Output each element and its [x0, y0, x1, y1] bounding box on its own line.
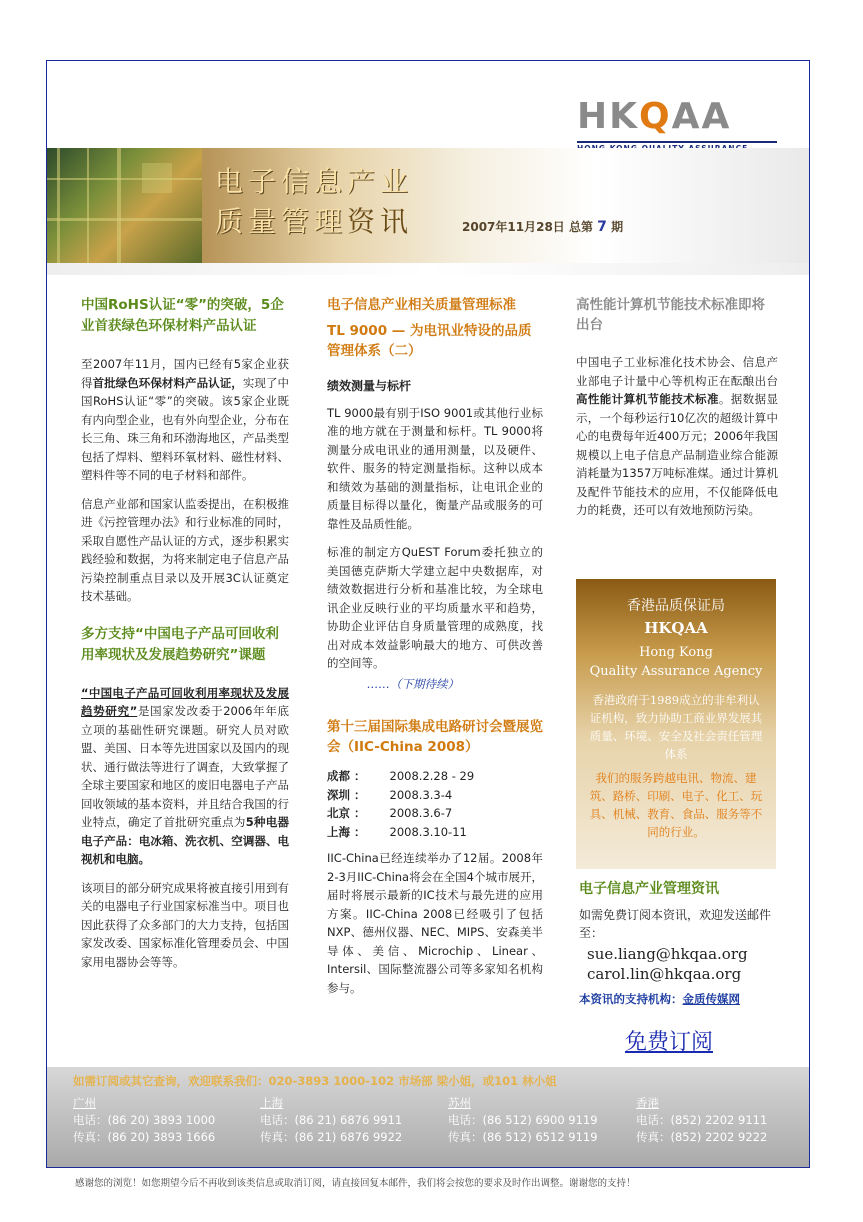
article-rohs-paragraph-2: 信息产业部和国家认监委提出，在积极推进《污控管理办法》和行业标准的同时，采取自愿性产品认证的方式，逐步积累实践经验和数据，为将来制定电子信息产品污染控制重点目录以及开展3C认证奠定技术基础。	[81, 496, 289, 603]
article-recycling-paragraph-2: 该项目的部分研究成果将被直接引用到有关的电器电子行业国家标准当中。项目也因此获得了众多部门的大力支持，包括国家发改委、国家标准化管理委员会、中国家用电器协会等等。	[81, 880, 289, 969]
agency-name-en-2: Quality Assurance Agency	[589, 664, 763, 679]
article-subheading-tl9000: TL 9000 — 为电讯业特设的品质管理体系（二）	[327, 323, 532, 359]
schedule-city: 成都 ：	[327, 769, 366, 783]
schedule-date: 2008.3.6-7	[389, 806, 453, 820]
office-suzhou: 苏州 电话：(86 512) 6900 9119 传真：(86 512) 6512 9119	[448, 1096, 598, 1144]
schedule-date: 2008.3.10-11	[389, 824, 467, 839]
column-left	[81, 295, 289, 981]
subscribe-section	[579, 879, 779, 1008]
article-hpc-paragraph: 中国电子工业标准化技术协会、信息产业部电子计量中心等机构正在酝酿出台高性能计算机节能技术标准。据数据显示，一个每秒运行10亿次的超级计算中心的电费每年近400万元；2006年我国规模以上电子信息产品制造业综合能源消耗量为1357万吨标准煤。通过计算机及配件节能技术的应用，不仅能降低电力的耗费，还可以有效地预防污染。	[576, 355, 778, 517]
office-guangzhou: 广州 电话：(86 20) 3893 1000 传真：(86 20) 3893 1666	[73, 1096, 216, 1144]
column-middle	[327, 295, 543, 1007]
schedule-row	[327, 823, 484, 842]
agency-description: 香港政府于1989成立的非牟利认证机构，致力协助工商业界发展其质量、环境、安全及社会责任管理体系	[589, 693, 763, 761]
agency-abbr: HKQAA	[644, 619, 708, 637]
subscribe-text: 如需免费订阅本资讯，欢迎发送邮件至：	[579, 908, 772, 940]
schedule-row	[327, 804, 484, 823]
column-right	[576, 295, 778, 530]
article-rohs-paragraph-1: 至2007年11月，国内已经有5家企业获得首批绿色环保材料产品认证，实现了中国RoHS认证“零”的突破。该5家企业既有内向型企业，也有外向型企业，分布在长三角、珠三角和环渤海地区，产品类型包括了焊料、塑料环氧材料、磁性材料、塑料件等不同的电子材料和部件。	[81, 357, 290, 482]
article-heading-iic: 第十三届国际集成电路研讨会暨展览会（IIC-China 2008）	[327, 719, 543, 755]
circuit-board-image	[47, 148, 202, 263]
article-heading-hpc: 高性能计算机节能技术标准即将出台	[576, 297, 765, 333]
divider-band	[47, 263, 810, 275]
schedule-date: 2008.2.28 - 29	[389, 769, 475, 783]
unsubscribe-note: 感谢您的浏览！如您期望今后不再收到该类信息或取消订阅，请直接回复本邮件，我们将会按您的要求及时作出调整。谢谢您的支持！	[75, 1178, 636, 1189]
schedule-city: 北京 ：	[327, 806, 366, 820]
newsletter-frame	[46, 60, 810, 1168]
newsletter-title: 电子信息产业 质量管理资讯	[215, 165, 414, 238]
free-subscribe-link[interactable]: 免费订阅	[625, 1030, 714, 1055]
to-be-continued: ……（下期待续）	[367, 676, 459, 691]
support-org-link[interactable]: 金质传媒网	[682, 992, 740, 1006]
article-recycling-paragraph-1: “中国电子产品可回收利用率现状及发展趋势研究”是国家发改委于2006年年底立项的基础性研究课题。研究人员对欧盟、美国、日本等先进国家以及国内的现状、通行做法等进行了调查，大致掌握了全球主要国家和地区的废旧电器电子产品回收领域的基本资料，并且结合我国的行业特点，确定了首批研究重点为5种电器电子产品：电冰箱、洗衣机、空调器、电视机和电脑。	[81, 685, 290, 866]
issue-info: 2007年11月28日 总第 7 期	[462, 219, 624, 235]
schedule-row	[327, 767, 484, 786]
support-org: 本资讯的支持机构：金质传媒网	[579, 992, 740, 1006]
office-hongkong: 香港 电话：(852) 2202 9111 传真：(852) 2202 9222	[636, 1096, 768, 1144]
article-tl9000-paragraph-1: TL 9000最有别于ISO 9001或其他行业标准的地方就在于测量和标杆。TL 9000将测量分成电讯业的通用测量，以及硬件、软件、服务的特定测量指标。这种以成本和绩效为基础的测量指标，让电讯企业的质量目标得以量化，衡量产品或服务的可靠性及品质性能。	[327, 405, 543, 531]
agency-info-box	[576, 579, 776, 869]
article-heading-rohs: 中国RoHS认证“零”的突破，5企业首获绿色环保材料产品认证	[81, 297, 284, 334]
contact-line: 如需订阅或其它查询，欢迎联系我们：020-3893 1000-102 市场部 梁小姐，或101 林小姐	[73, 1074, 557, 1088]
agency-name-cn: 香港品质保证局	[627, 598, 725, 614]
section-subtitle: 绩效测量与标杆	[327, 379, 412, 393]
schedule-city: 深圳 ：	[327, 787, 366, 802]
office-shanghai: 上海 电话：(86 21) 6876 9911 传真：(86 21) 6876 9922	[260, 1096, 403, 1144]
hkqaa-logo: HKQAA	[577, 96, 732, 137]
email-link-1[interactable]: sue.liang@hkqaa.org	[587, 945, 748, 963]
schedule-row	[327, 786, 484, 805]
schedule-date: 2008.3.3-4	[389, 787, 453, 802]
email-link-2[interactable]: carol.lin@hkqaa.org	[587, 965, 742, 983]
article-iic-paragraph: IIC-China已经连续举办了12届。2008年2-3月IIC-China将会在全国4个城市展开，届时将展示最新的IC技术与最先进的应用方案。IIC-China 2008已经吸引了包括NXP、德州仪器、NEC、MIPS、安森美半导体、美信、Microchip、Linear、Intersil、国际整流器公司等多家知名机构参与。	[327, 851, 543, 995]
event-schedule	[327, 767, 484, 841]
agency-name-en-1: Hong Kong	[639, 645, 713, 660]
subscribe-heading: 电子信息产业管理资讯	[579, 881, 719, 897]
article-tl9000-paragraph-2: 标准的制定方QuEST Forum委托独立的美国德克萨斯大学建立起中央数据库，对绩效数据进行分析和基准比较，为全球电讯企业反映行业的平均质量水平和趋势，协助企业评估自身质量管理的成熟度，找出对成本效益影响最大的地方、可供改善的空间等。	[327, 545, 543, 670]
article-heading-recycling: 多方支持“中国电子产品可回收利用率现状及发展趋势研究”课题	[81, 625, 279, 663]
agency-services: 我们的服务跨越电讯、物流、建筑、路桥、印刷、电子、化工、玩具、机械、教育、食品、服务等不同的行业。	[589, 771, 763, 839]
title-banner	[47, 148, 810, 263]
article-heading-tl9000: 电子信息产业相关质量管理标准	[327, 297, 516, 313]
contact-footer	[47, 1067, 810, 1168]
schedule-city: 上海 ：	[327, 824, 366, 839]
